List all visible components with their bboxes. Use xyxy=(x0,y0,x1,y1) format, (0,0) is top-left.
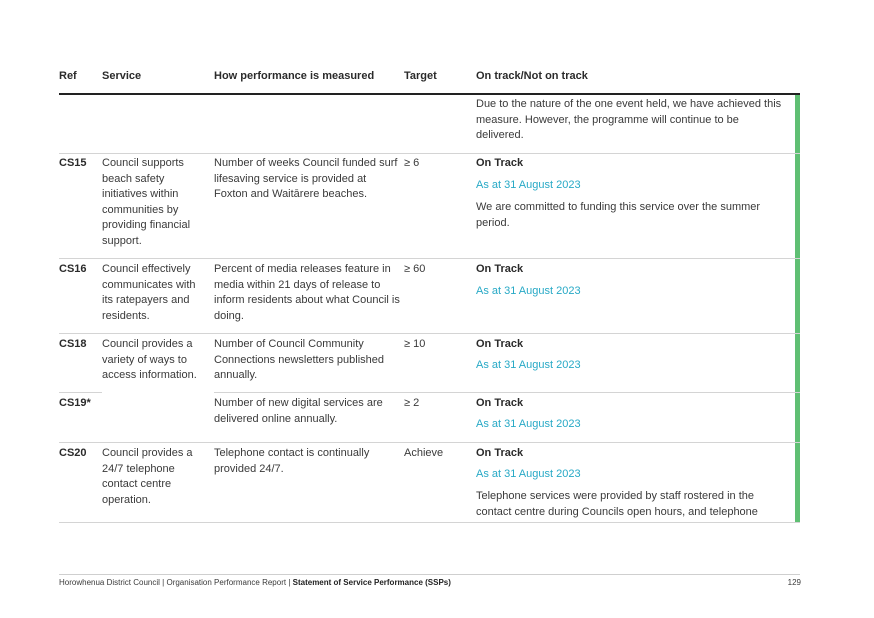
footer-org: Horowhenua District Council xyxy=(59,578,160,587)
row-measure-cs19: Number of new digital services are delivered online annually. xyxy=(214,397,383,425)
row-asat-cs20: As at 31 August 2023 xyxy=(476,468,581,480)
row-divider xyxy=(59,258,800,259)
column-header-target: Target xyxy=(404,70,437,82)
row-service-cs18: Council provides a variety of ways to access information. xyxy=(102,338,197,382)
row-ref-cs15: CS15 xyxy=(59,157,87,169)
page-number: 129 xyxy=(787,578,801,587)
footer-separator: | xyxy=(286,578,293,587)
footer-separator: | xyxy=(159,578,167,587)
row-status-cs20: On Track xyxy=(476,447,524,459)
row-status-cs16: On Track xyxy=(476,263,524,275)
row-divider xyxy=(59,442,800,443)
row-comment-cs20: Telephone services were provided by staff rostered in the contact centre during Councils open hours, and telephone xyxy=(476,490,758,518)
row-asat-cs15: As at 31 August 2023 xyxy=(476,179,581,191)
column-header-status: On track/Not on track xyxy=(476,70,588,82)
row-measure-cs20: Telephone contact is continually provided 24/7. xyxy=(214,447,370,475)
row-divider xyxy=(59,153,800,154)
row-target-cs18: ≥ 10 xyxy=(404,338,426,350)
row-status-cs18: On Track xyxy=(476,338,524,350)
row-ref-cs19: CS19* xyxy=(59,397,91,409)
header-divider xyxy=(59,93,800,95)
continued-comment: Due to the nature of the one event held, we have achieved this measure. However, the programme will continue to be delivered. xyxy=(476,98,782,142)
column-header-measure: How performance is measured xyxy=(214,70,375,82)
row-target-cs15: ≥ 6 xyxy=(404,157,420,169)
row-measure-cs15: Number of weeks Council funded surf lifesaving service is provided at Foxton and Waitārere beaches. xyxy=(214,157,398,201)
column-header-ref: Ref xyxy=(59,70,77,82)
row-status-cs19: On Track xyxy=(476,397,524,409)
row-divider-partial xyxy=(214,392,800,393)
row-comment-cs15: We are committed to funding this service over the summer period. xyxy=(476,201,761,229)
row-divider xyxy=(59,333,800,334)
column-header-service: Service xyxy=(102,70,142,82)
on-track-status-bar xyxy=(795,95,800,523)
row-ref-cs18: CS18 xyxy=(59,338,87,350)
row-divider xyxy=(59,522,800,523)
footer-divider xyxy=(59,574,800,575)
row-ref-cs16: CS16 xyxy=(59,263,87,275)
page-footer xyxy=(59,578,451,587)
row-asat-cs19: As at 31 August 2023 xyxy=(476,418,581,430)
row-service-cs15: Council supports beach safety initiatives within communities by providing financial support. xyxy=(102,157,191,247)
row-target-cs19: ≥ 2 xyxy=(404,397,420,409)
row-ref-cs20: CS20 xyxy=(59,447,87,459)
row-target-cs20: Achieve xyxy=(404,447,444,459)
row-service-cs16: Council effectively communicates with its ratepayers and residents. xyxy=(102,263,196,322)
footer-report: Organisation Performance Report xyxy=(166,578,287,587)
row-asat-cs16: As at 31 August 2023 xyxy=(476,285,581,297)
row-measure-cs18: Number of Council Community Connections newsletters published annually. xyxy=(214,338,384,382)
footer-section: Statement of Service Performance (SSPs) xyxy=(292,578,451,587)
row-service-cs20: Council provides a 24/7 telephone contact centre operation. xyxy=(102,447,193,506)
row-status-cs15: On Track xyxy=(476,157,524,169)
row-divider-partial xyxy=(59,392,102,393)
row-measure-cs16: Percent of media releases feature in media within 21 days of release to inform residents about what Council is doing. xyxy=(214,263,400,322)
row-asat-cs18: As at 31 August 2023 xyxy=(476,359,581,371)
row-target-cs16: ≥ 60 xyxy=(404,263,426,275)
